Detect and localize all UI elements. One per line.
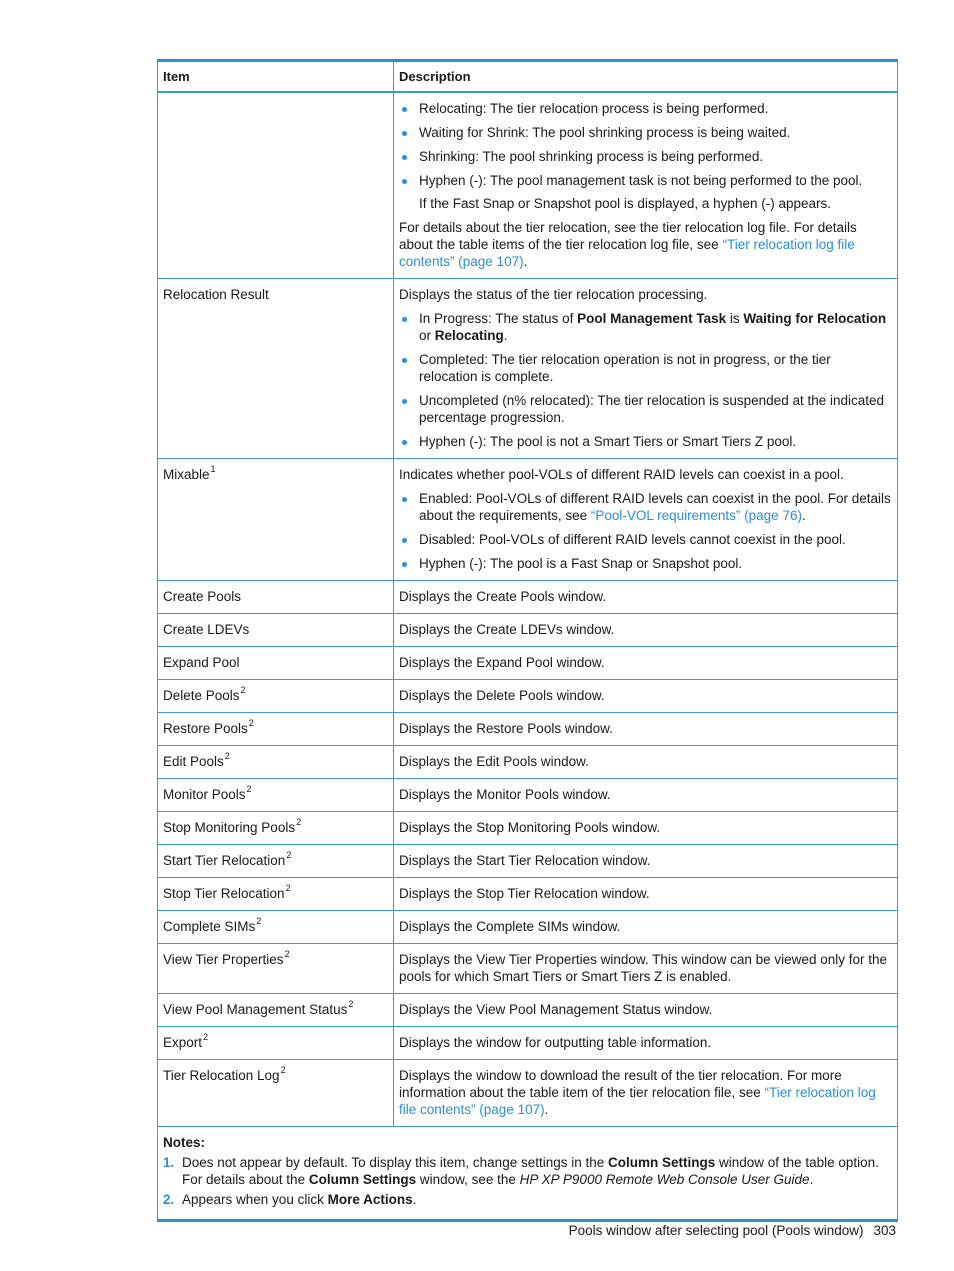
notes-title: Notes:	[163, 1135, 206, 1150]
note-item: 2. Appears when you click More Actions.	[163, 1192, 417, 1207]
description-cell: Displays the Create Pools window.	[394, 581, 898, 614]
table-header-row	[158, 61, 898, 93]
item-cell: Relocation Result	[158, 279, 394, 459]
footnote-marker: 2	[256, 916, 262, 926]
list-item: Hyphen (-): The pool management task is not being performed to the pool. If the Fast Snap or Snapshot pool is displayed, a hyphen (-) appears.	[399, 172, 892, 212]
list-item: Enabled: Pool-VOLs of different RAID levels can coexist in the pool. For details about the requirements, see “Pool-VOL requirements” (page 76).	[399, 490, 892, 524]
item-cell: Delete Pools$^2$	[158, 680, 394, 713]
footnote-marker: 2	[348, 999, 354, 1009]
list-item: Completed: The tier relocation operation is not in progress, or the tier relocation is complete.	[399, 351, 892, 385]
list-item: Shrinking: The pool shrinking process is being performed.	[399, 148, 892, 165]
footnote-marker: 2	[286, 850, 292, 860]
bullet-icon	[402, 317, 407, 322]
footnote-marker: 2	[284, 949, 290, 959]
description-cell: Displays the Edit Pools window.	[394, 746, 898, 779]
list-item-subtext: If the Fast Snap or Snapshot pool is displayed, a hyphen (-) appears.	[419, 196, 831, 211]
note-number: 2.	[163, 1192, 175, 1207]
list-item: Waiting for Shrink: The pool shrinking process is being waited.	[399, 124, 892, 141]
relocation-bullet-list	[399, 310, 892, 450]
description-intro: Displays the status of the tier relocation processing.	[399, 287, 708, 302]
description-cell: Displays the Expand Pool window.	[394, 647, 898, 680]
bullet-icon	[402, 497, 407, 502]
list-item: In Progress: The status of Pool Management Task is Waiting for Relocation or Relocating.	[399, 310, 892, 344]
table-row	[158, 911, 898, 944]
description-cell: Displays the Restore Pools window.	[394, 713, 898, 746]
item-cell: Mixable$^1$	[158, 459, 394, 581]
list-item: Relocating: The tier relocation process is being performed.	[399, 100, 892, 117]
table-row	[158, 878, 898, 911]
bullet-icon	[402, 562, 407, 567]
footnote-marker: 2	[248, 718, 254, 728]
footnote-marker: 2	[296, 817, 302, 827]
bullet-icon	[402, 358, 407, 363]
bullet-icon	[402, 107, 407, 112]
table-row-status-continued	[158, 92, 898, 279]
description-cell: Displays the View Pool Management Status window.	[394, 994, 898, 1027]
table-row	[158, 994, 898, 1027]
item-cell: Tier Relocation Log$^2$	[158, 1060, 394, 1127]
table-row-tier-relocation-log	[158, 1060, 898, 1127]
description-cell	[394, 459, 898, 581]
description-cell	[394, 92, 898, 279]
description-cell: Displays the Complete SIMs window.	[394, 911, 898, 944]
table-row	[158, 713, 898, 746]
table-row	[158, 647, 898, 680]
description-cell: Displays the Start Tier Relocation window.	[394, 845, 898, 878]
table-row	[158, 944, 898, 994]
description-cell: Displays the Create LDEVs window.	[394, 614, 898, 647]
pool-vol-requirements-link[interactable]: “Pool-VOL requirements” (page 76)	[590, 508, 802, 523]
page-number: 303	[873, 1223, 896, 1238]
bullet-icon	[402, 155, 407, 160]
table-row-mixable	[158, 459, 898, 581]
item-cell: Edit Pools$^2$	[158, 746, 394, 779]
pools-items-table	[157, 59, 898, 1222]
item-cell: Expand Pool	[158, 647, 394, 680]
description-cell: Displays the Stop Monitoring Pools window.	[394, 812, 898, 845]
table-row	[158, 812, 898, 845]
table-row	[158, 845, 898, 878]
footnote-marker: 2	[224, 751, 230, 761]
item-cell: Start Tier Relocation$^2$	[158, 845, 394, 878]
list-item: Uncompleted (n% relocated): The tier relocation is suspended at the indicated percentage progression.	[399, 392, 892, 426]
description-cell: Displays the window for outputting table information.	[394, 1027, 898, 1060]
notes-list	[163, 1154, 892, 1208]
description-cell: Displays the View Tier Properties window. This window can be viewed only for the pools for which Smart Tiers or Smart Tiers Z is enabled.	[394, 944, 898, 994]
notes-cell	[158, 1127, 898, 1221]
item-cell: Export$^2$	[158, 1027, 394, 1060]
item-cell-empty	[158, 92, 394, 279]
item-cell: Stop Monitoring Pools$^2$	[158, 812, 394, 845]
note-number: 1.	[163, 1155, 175, 1170]
item-cell: View Tier Properties$^2$	[158, 944, 394, 994]
footnote-marker: 2	[203, 1032, 209, 1042]
table-row-notes	[158, 1127, 898, 1221]
note-item: 1. Does not appear by default. To display this item, change settings in the Column Settings window of the table option. For details about the Column Settings window, see the HP XP P9000 Remote Web Console User Guide.	[163, 1155, 879, 1187]
item-cell: Create Pools	[158, 581, 394, 614]
table-row	[158, 779, 898, 812]
header-item: Item	[158, 61, 394, 93]
bullet-icon	[402, 399, 407, 404]
page-footer	[569, 1223, 896, 1238]
list-item: Hyphen (-): The pool is a Fast Snap or Snapshot pool.	[399, 555, 892, 572]
status-details-paragraph: For details about the tier relocation, see the tier relocation log file. For details about the table items of the tier relocation log file, see “Tier relocation log file contents” (page 107).	[399, 220, 857, 269]
footnote-marker: 2	[285, 883, 291, 893]
tier-relocation-log-link[interactable]: “Tier relocation log file contents” (page 107)	[399, 1085, 876, 1117]
table-row	[158, 680, 898, 713]
mixable-bullet-list	[399, 490, 892, 572]
description-cell	[394, 279, 898, 459]
description-cell: Displays the Delete Pools window.	[394, 680, 898, 713]
item-cell: Stop Tier Relocation$^2$	[158, 878, 394, 911]
bullet-icon	[402, 538, 407, 543]
item-cell: Create LDEVs	[158, 614, 394, 647]
table-row	[158, 614, 898, 647]
description-intro: Indicates whether pool-VOLs of different RAID levels can coexist in a pool.	[399, 467, 844, 482]
description-cell: Displays the Stop Tier Relocation window.	[394, 878, 898, 911]
item-cell: Complete SIMs$^2$	[158, 911, 394, 944]
table-row	[158, 746, 898, 779]
footer-section-title: Pools window after selecting pool (Pools window)	[568, 1223, 864, 1238]
description-cell: Displays the Monitor Pools window.	[394, 779, 898, 812]
table-row-relocation-result	[158, 279, 898, 459]
bullet-icon	[402, 440, 407, 445]
table-row	[158, 581, 898, 614]
footnote-marker: 2	[280, 1065, 286, 1075]
footnote-marker: 2	[240, 685, 246, 695]
table-row	[158, 1027, 898, 1060]
tier-relocation-log-link[interactable]: “Tier relocation log file contents” (page 107)	[399, 237, 855, 269]
description-cell: Displays the window to download the result of the tier relocation. For more information about the table item of the tier relocation file, see “Tier relocation log file contents” (page 107).	[394, 1060, 898, 1127]
bullet-icon	[402, 131, 407, 136]
item-cell: View Pool Management Status$^2$	[158, 994, 394, 1027]
status-bullet-list	[399, 100, 892, 212]
item-cell: Restore Pools$^2$	[158, 713, 394, 746]
footnote-marker: 2	[246, 784, 252, 794]
footnote-marker: 1	[210, 464, 216, 474]
list-item: Disabled: Pool-VOLs of different RAID levels cannot coexist in the pool.	[399, 531, 892, 548]
list-item: Hyphen (-): The pool is not a Smart Tiers or Smart Tiers Z pool.	[399, 433, 892, 450]
header-description: Description	[394, 61, 898, 93]
item-cell: Monitor Pools$^2$	[158, 779, 394, 812]
bullet-icon	[402, 179, 407, 184]
